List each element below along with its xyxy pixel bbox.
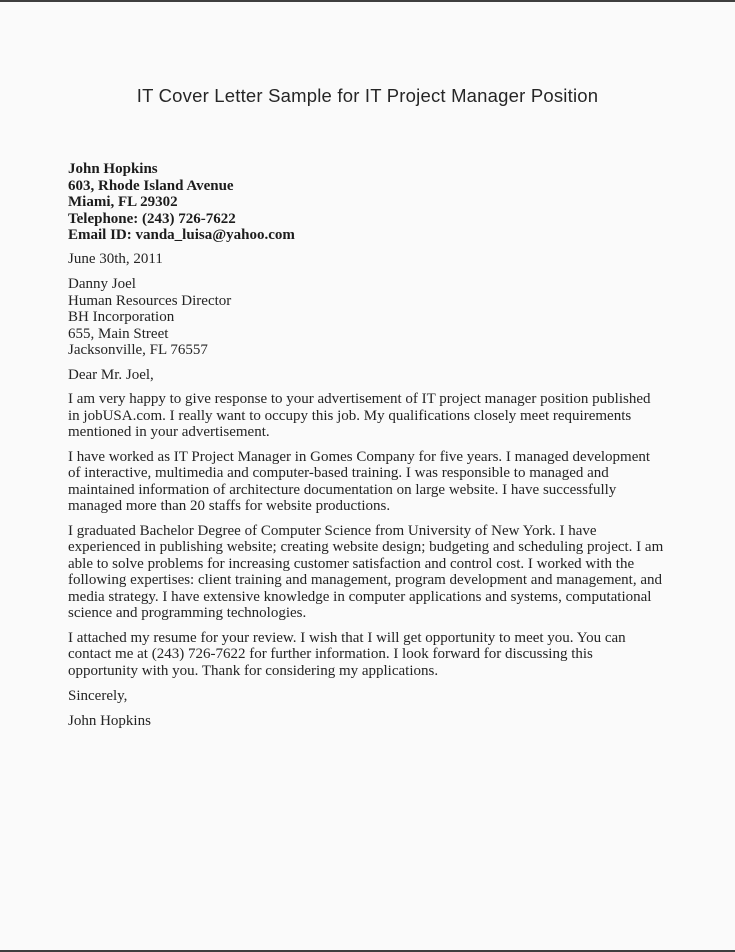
paragraph-3: I graduated Bachelor Degree of Computer Science from University of New York. I have experienced in publishing website; creating website design; budgeting and scheduling project. I am able to solve problems for increasing customer satisfaction and control cost. I worked with the following expertises: client training and management, program development and management, and media strategy. I have extensive knowledge in computer applications and systems, computational science and programming technologies.	[68, 522, 664, 621]
paragraph-4: I attached my resume for your review. I wish that I will get opportunity to meet you. You can contact me at (243) 726-7622 for further information. I look forward for discussing this opportunity with you. Thank for considering my applications.	[68, 629, 626, 679]
recipient-street-line: 655, Main Street	[68, 325, 169, 342]
top-border-line	[0, 0, 735, 2]
sender-email-line: Email ID: vanda_luisa@yahoo.com	[68, 227, 295, 243]
recipient-title-line: Human Resources Director	[68, 292, 232, 309]
salutation: Dear Mr. Joel,	[68, 366, 154, 383]
date-line: June 30th, 2011	[68, 250, 163, 267]
page-title: IT Cover Letter Sample for IT Project Manager Position	[136, 85, 599, 106]
recipient-block	[68, 276, 664, 359]
recipient-city-line: Jacksonville, FL 76557	[68, 342, 208, 358]
sender-block	[68, 161, 664, 244]
sender-street-line: 603, Rhode Island Avenue	[68, 177, 234, 194]
paragraph-2: I have worked as IT Project Manager in Gomes Company for five years. I managed development of interactive, multimedia and computer-based training. I was responsible to managed and maintained information of architecture documentation on large website. I have successfully managed more than 20 staffs for website productions.	[68, 448, 651, 514]
sender-phone-line: Telephone: (243) 726-7622	[68, 210, 236, 227]
signature: John Hopkins	[68, 712, 151, 729]
closing: Sincerely,	[68, 688, 128, 704]
sender-city-line: Miami, FL 29302	[68, 194, 178, 210]
paragraph-1: I am very happy to give response to your advertisement of IT project manager position published in jobUSA.com. I really want to occupy this job. My qualifications closely meet requirements mentioned in your advertisement.	[68, 391, 651, 440]
sender-name-line: John Hopkins	[68, 161, 158, 177]
recipient-company-line: BH Incorporation	[68, 309, 175, 325]
letter-body	[0, 161, 664, 729]
recipient-name-line: Danny Joel	[68, 276, 136, 292]
